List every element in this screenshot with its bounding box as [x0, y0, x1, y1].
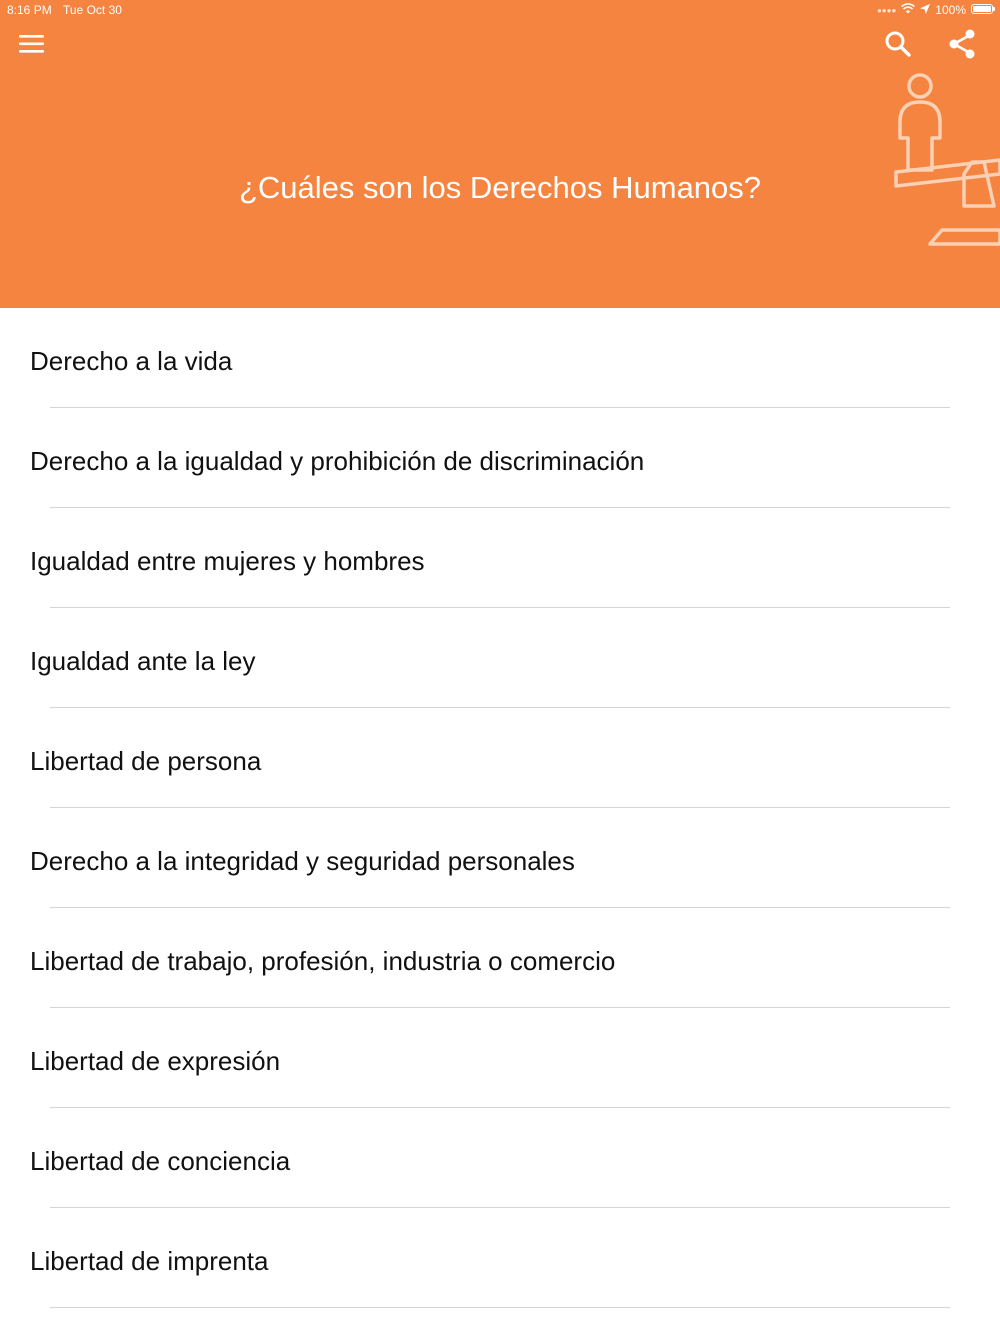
share-icon	[944, 26, 980, 62]
wifi-icon	[901, 3, 915, 17]
list-item[interactable]	[0, 1108, 1000, 1208]
list-item[interactable]	[0, 608, 1000, 708]
list-item-label: Igualdad ante la ley	[30, 646, 256, 676]
menu-button[interactable]	[14, 28, 50, 60]
list-divider	[50, 1307, 950, 1308]
status-bar	[0, 0, 1000, 20]
list-item-label: Derecho a la igualdad y prohibición de discriminación	[30, 446, 645, 476]
search-icon	[880, 26, 916, 62]
list-item[interactable]	[0, 408, 1000, 508]
list-item[interactable]	[0, 708, 1000, 808]
location-arrow-icon	[920, 3, 930, 17]
list-item[interactable]	[0, 908, 1000, 1008]
list-item-label: Libertad de persona	[30, 746, 262, 776]
list-item-label: Libertad de expresión	[30, 1046, 281, 1076]
hamburger-menu-icon	[14, 28, 50, 60]
list-item-label: Libertad de conciencia	[30, 1146, 291, 1176]
share-button[interactable]	[944, 26, 980, 62]
list-item-label: Igualdad entre mujeres y hombres	[30, 546, 425, 576]
person-on-scale-icon	[890, 72, 1000, 252]
battery-percent: 100%	[935, 3, 966, 17]
list-item-label: Libertad de imprenta	[30, 1246, 269, 1276]
page-title: ¿Cuáles son los Derechos Humanos?	[238, 170, 762, 205]
battery-icon	[971, 4, 993, 14]
list-item[interactable]	[0, 508, 1000, 608]
list-item-label: Derecho a la vida	[30, 346, 233, 376]
status-date: Tue Oct 30	[63, 3, 122, 17]
list-item-label: Derecho a la integridad y seguridad personales	[30, 846, 575, 876]
list-item[interactable]	[0, 808, 1000, 908]
list-item[interactable]	[0, 1008, 1000, 1108]
search-button[interactable]	[880, 26, 916, 62]
status-indicators	[877, 3, 966, 17]
status-time: 8:16 PM	[7, 3, 52, 17]
list-item[interactable]	[0, 1208, 1000, 1308]
app-header	[0, 0, 1000, 308]
rights-list	[0, 308, 1000, 1308]
list-item[interactable]	[0, 308, 1000, 408]
signal-dots-icon: ●●●●	[876, 5, 897, 15]
list-item-label: Libertad de trabajo, profesión, industria o comercio	[30, 946, 616, 976]
